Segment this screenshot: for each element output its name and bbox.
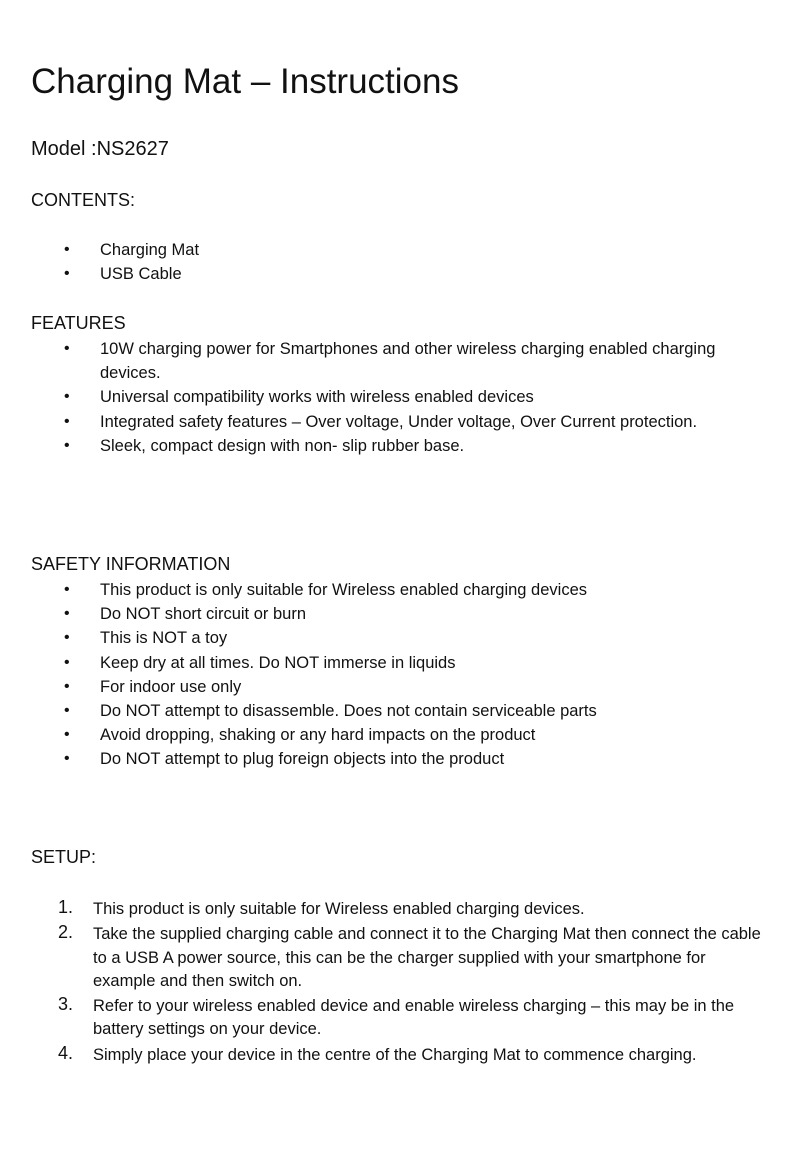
setup-steps bbox=[31, 898, 771, 1069]
list-item: • Integrated safety features – Over voltage, Under voltage, Over Current protection. bbox=[31, 410, 721, 434]
list-item: • Keep dry at all times. Do NOT immerse in liquids bbox=[31, 651, 731, 675]
list-item: • Do NOT short circuit or burn bbox=[31, 602, 731, 626]
step-number: 4. bbox=[58, 1042, 74, 1063]
setup-step bbox=[31, 898, 771, 921]
list-item: • USB Cable bbox=[31, 262, 731, 286]
list-item: • For indoor use only bbox=[31, 675, 731, 699]
step-text: This product is only suitable for Wireless enabled charging devices. bbox=[93, 900, 585, 918]
safety-heading: SAFETY INFORMATION bbox=[31, 554, 231, 574]
page-title: Charging Mat – Instructions bbox=[31, 62, 459, 101]
contents-list bbox=[31, 238, 731, 286]
features-heading: FEATURES bbox=[31, 313, 126, 333]
setup-step bbox=[31, 1044, 771, 1067]
list-item: • This product is only suitable for Wireless enabled charging devices bbox=[31, 578, 731, 602]
setup-heading: SETUP: bbox=[31, 847, 97, 867]
setup-step bbox=[31, 995, 771, 1042]
list-item: • Avoid dropping, shaking or any hard impacts on the product bbox=[31, 723, 731, 747]
step-text: Simply place your device in the centre of the Charging Mat to commence charging. bbox=[93, 1045, 697, 1064]
step-number: 3. bbox=[58, 994, 74, 1015]
list-item: • Charging Mat bbox=[31, 238, 731, 262]
list-item: • Do NOT attempt to disassemble. Does not contain serviceable parts bbox=[31, 699, 731, 723]
step-text: Refer to your wireless enabled device and enable wireless charging – this may be in the battery settings on your device. bbox=[93, 997, 735, 1039]
model-number: Model :NS2627 bbox=[31, 138, 169, 160]
list-item: • This is NOT a toy bbox=[31, 626, 731, 650]
step-number: 2. bbox=[58, 922, 74, 943]
step-number: 1. bbox=[58, 897, 74, 917]
list-item: • 10W charging power for Smartphones and other wireless charging enabled charging devices. bbox=[31, 337, 721, 385]
setup-step bbox=[31, 923, 771, 993]
contents-heading: CONTENTS: bbox=[31, 190, 136, 210]
list-item: • Do NOT attempt to plug foreign objects into the product bbox=[31, 747, 731, 771]
list-item: • Universal compatibility works with wireless enabled devices bbox=[31, 385, 721, 409]
features-list bbox=[31, 337, 721, 458]
list-item: • Sleek, compact design with non- slip rubber base. bbox=[31, 434, 721, 458]
safety-list bbox=[31, 578, 731, 772]
step-text: Take the supplied charging cable and connect it to the Charging Mat then connect the cable to a USB A power source, this can be the charger supplied with your smartphone for example and then switch on. bbox=[93, 925, 761, 990]
